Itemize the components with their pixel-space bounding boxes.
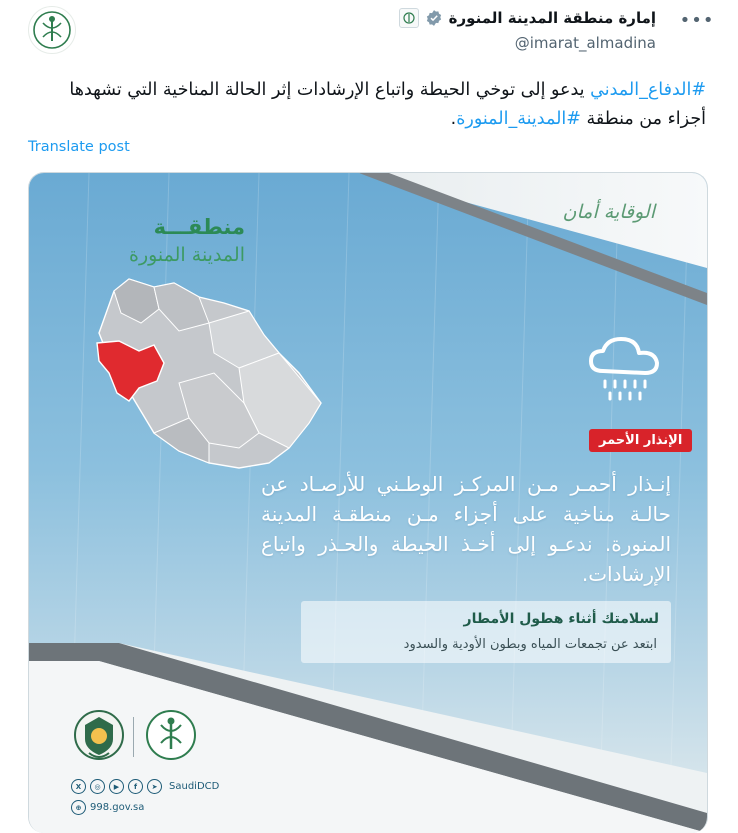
tweet-text-body: يدعو إلى توخي الحيطة واتباع الإرشادات إثر الحالة المناخية التي تشهدها أجزاء من منطقة (69, 80, 706, 129)
logo-divider (133, 717, 134, 757)
translate-post-link[interactable]: Translate post (28, 139, 130, 155)
interior-ministry-logo-icon (141, 705, 201, 765)
safety-title: لسلامتك أثناء هطول الأمطار (463, 611, 659, 627)
account-name-row (399, 8, 656, 28)
emblem-avatar-icon (29, 7, 75, 53)
alert-message: إنـذار أحمـر مـن المركـز الوطـني للأرصـاد عن حالـة مناخية على أجزاء مـن منطقـة المدينة المنورة. ندعـو إلى أخـذ الحيطة والحـذر واتباع الإرشادات. (261, 472, 671, 586)
social-links (71, 779, 219, 794)
rain-cloud-icon (585, 331, 665, 407)
globe-icon: ⊕ (71, 800, 86, 815)
verified-badge-icon (425, 9, 443, 27)
more-options-button[interactable] (679, 9, 715, 31)
telegram-icon[interactable]: ➤ (147, 779, 162, 794)
safety-tip-box (301, 601, 671, 663)
youtube-icon[interactable]: ▶ (109, 779, 124, 794)
hashtag-madinah[interactable]: #المدينة_المنورة (456, 109, 581, 129)
instagram-icon[interactable]: ◎ (90, 779, 105, 794)
region-title (129, 213, 245, 269)
safety-body: ابتعد عن تجمعات المياه وبطون الأودية والسدود (403, 637, 657, 652)
facebook-icon[interactable]: f (128, 779, 143, 794)
social-handle: SaudiDCD (169, 781, 220, 792)
tweet-text (26, 76, 706, 134)
government-affiliation-icon (399, 8, 419, 28)
tweet-text-end: . (450, 109, 457, 129)
account-display-name[interactable]: إمارة منطقة المدينة المنورة (448, 9, 656, 27)
region-title-main: منطقـــة (153, 215, 245, 239)
website-row (71, 800, 144, 815)
red-alert-badge: الإنذار الأحمر (589, 429, 692, 452)
post-image[interactable] (28, 172, 708, 833)
account-handle[interactable]: @imarat_almadina (514, 34, 656, 52)
hashtag-civil-defense[interactable]: #الدفاع_المدني (590, 80, 706, 100)
more-horizontal-icon: ••• (679, 9, 715, 31)
campaign-motto: الوقاية أمان (562, 201, 655, 223)
region-title-sub: المدينة المنورة (128, 244, 245, 266)
x-icon[interactable]: X (71, 779, 86, 794)
website-url[interactable]: 998.gov.sa (90, 802, 145, 813)
account-avatar[interactable] (28, 6, 76, 54)
civil-defense-logo-icon (69, 705, 129, 765)
